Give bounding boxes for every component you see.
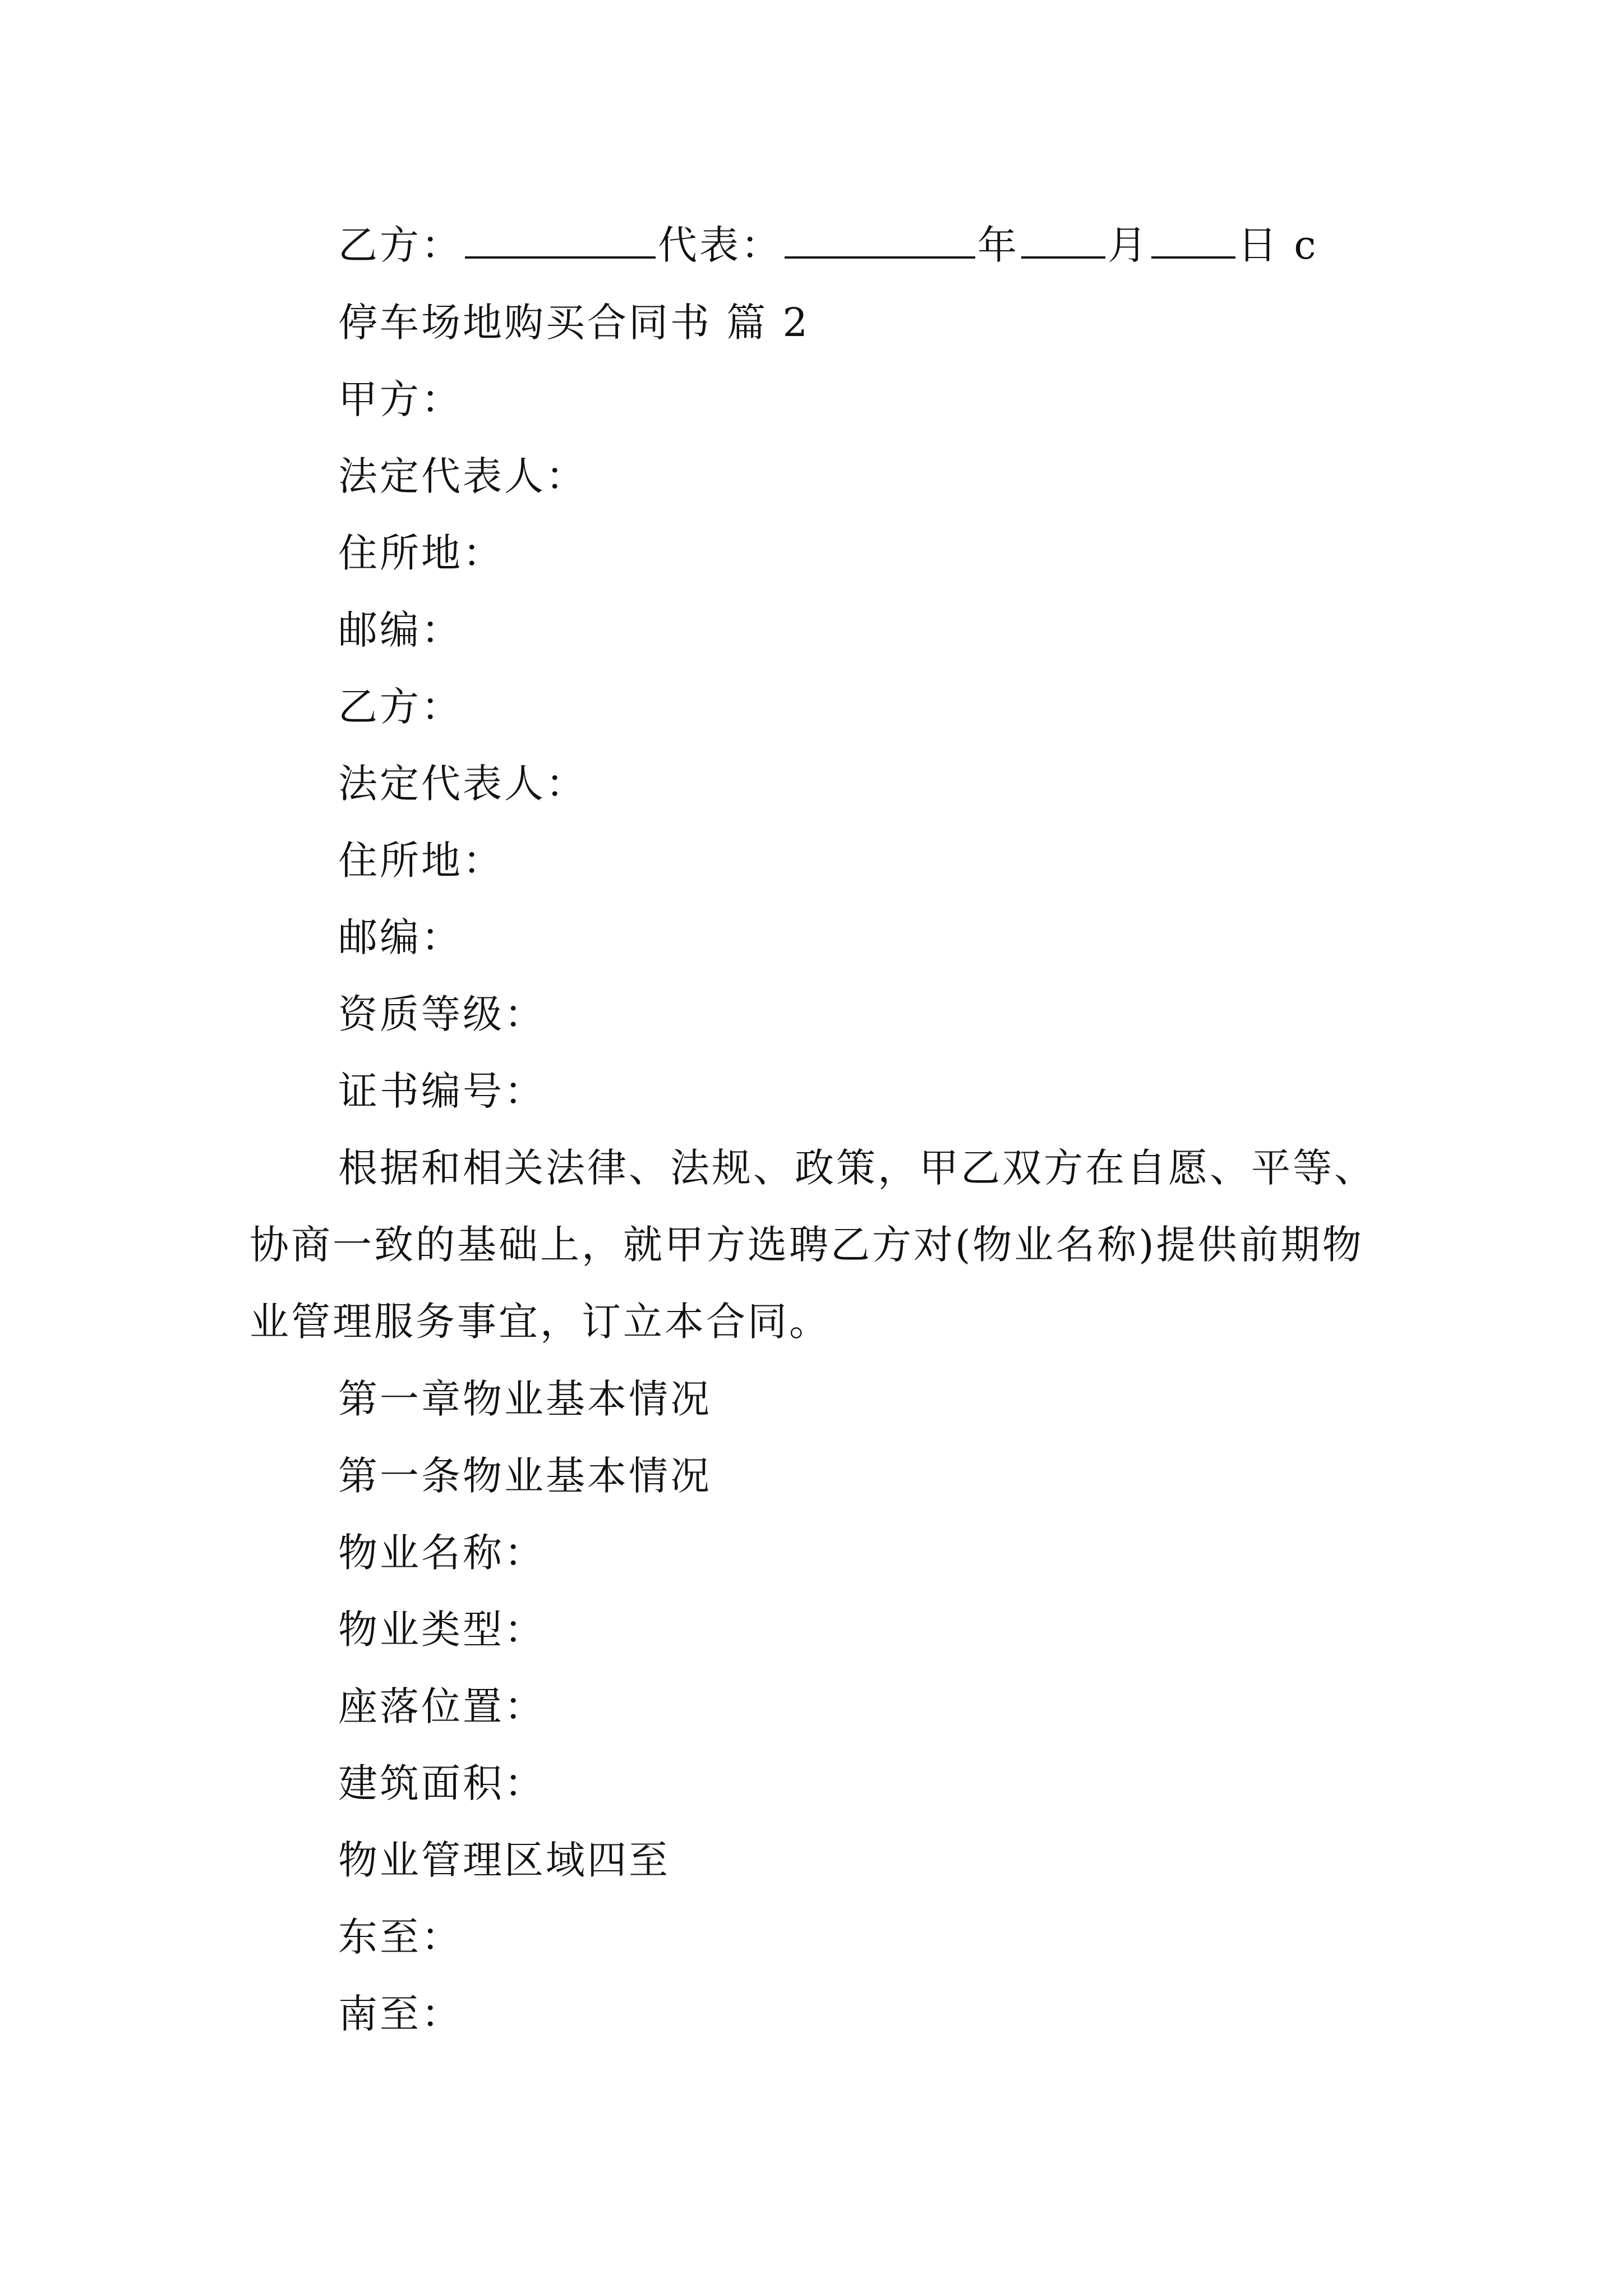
boundary-south: 南至：	[338, 1991, 463, 2037]
intro-paragraph-text: 根据和相关法律、法规、政策，甲乙双方在自愿、平等、协商一致的基础上，就甲方选聘乙方对(物业名称)提供前期物业管理服务事宜，订立本合同。	[250, 1145, 1376, 1345]
representative-label: 代表：	[658, 222, 782, 268]
day-label: 日 c	[1238, 222, 1318, 268]
property-name: 物业名称：	[338, 1530, 546, 1576]
party-a-label: 甲方：	[338, 376, 463, 422]
party-b-label: 乙方：	[338, 684, 463, 730]
article-1-title: 第一条物业基本情况	[338, 1453, 712, 1499]
chapter-1-title: 第一章物业基本情况	[338, 1376, 712, 1422]
party-a-legal-rep: 法定代表人：	[338, 453, 587, 499]
day-blank	[1151, 222, 1235, 259]
property-area: 建筑面积：	[338, 1760, 546, 1806]
party-b-address: 住所地：	[338, 838, 504, 884]
intro-paragraph	[250, 1130, 1394, 1360]
party-b-signature-label: 乙方：	[338, 222, 463, 268]
party-a-postcode: 邮编：	[338, 607, 463, 653]
party-a-address: 住所地：	[338, 530, 504, 576]
boundary-east: 东至：	[338, 1914, 463, 1960]
property-location: 座落位置：	[338, 1683, 546, 1729]
party-b-legal-rep: 法定代表人：	[338, 761, 587, 807]
year-label: 年	[978, 222, 1019, 268]
party-b-blank	[465, 222, 656, 259]
party-b-postcode: 邮编：	[338, 914, 463, 960]
signature-line	[338, 220, 1318, 270]
property-boundaries: 物业管理区域四至	[338, 1837, 670, 1883]
month-blank	[1021, 222, 1105, 259]
party-b-qualification: 资质等级：	[338, 991, 546, 1037]
property-type: 物业类型：	[338, 1607, 546, 1653]
month-label: 月	[1108, 222, 1149, 268]
party-b-certificate-no: 证书编号：	[338, 1068, 546, 1114]
representative-blank	[785, 222, 975, 259]
contract-heading: 停车场地购买合同书 篇 2	[338, 300, 810, 346]
